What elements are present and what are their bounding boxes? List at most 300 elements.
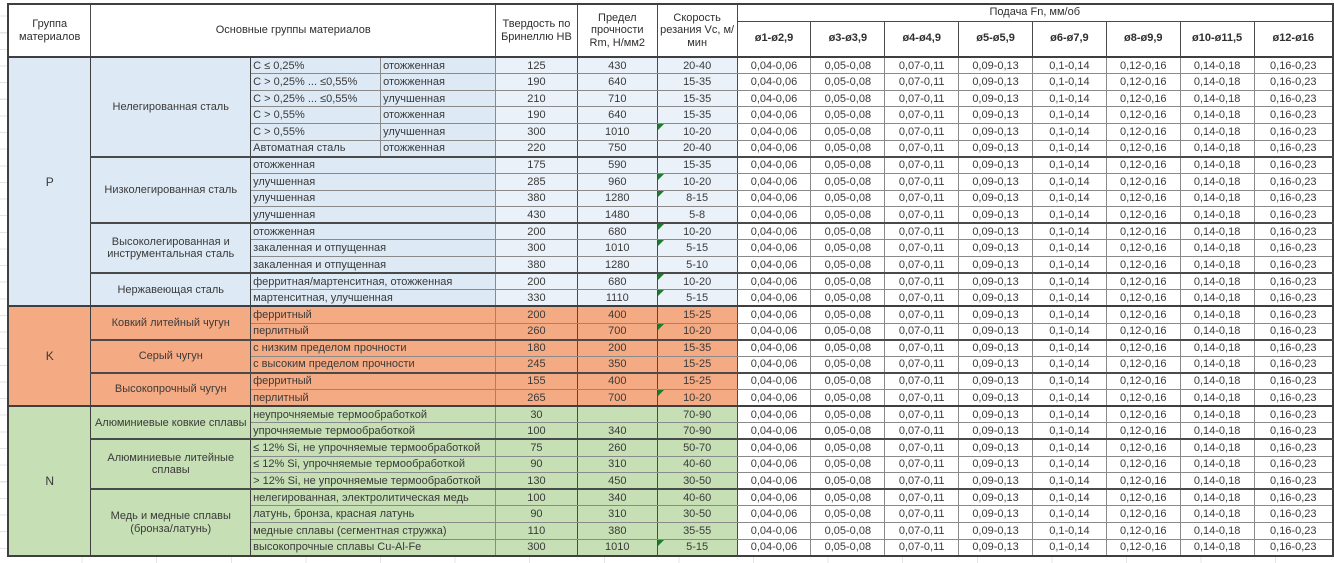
hardness-cell[interactable]: 90 xyxy=(496,456,578,473)
material-block-name-cell[interactable]: Алюминиевые литейные сплавы xyxy=(91,439,251,489)
condition-cell[interactable]: улучшенная xyxy=(251,173,496,190)
feed-cell[interactable]: 0,12-0,16 xyxy=(1106,257,1180,274)
state-cell[interactable]: отожженная xyxy=(381,140,496,157)
state-cell[interactable]: отожженная xyxy=(381,74,496,91)
feed-cell[interactable]: 0,12-0,16 xyxy=(1106,323,1180,340)
feed-cell[interactable]: 0,05-0,08 xyxy=(811,323,885,340)
feed-cell[interactable]: 0,1-0,14 xyxy=(1032,57,1106,74)
feed-cell[interactable]: 0,14-0,18 xyxy=(1180,406,1254,423)
condition-cell[interactable]: латунь, бронза, красная латунь xyxy=(251,506,496,523)
feed-cell[interactable]: 0,14-0,18 xyxy=(1180,240,1254,257)
feed-cell[interactable]: 0,09-0,13 xyxy=(959,539,1033,556)
feed-cell[interactable]: 0,05-0,08 xyxy=(811,373,885,390)
feed-cell[interactable]: 0,04-0,06 xyxy=(737,306,811,323)
feed-cell[interactable]: 0,05-0,08 xyxy=(811,190,885,207)
feed-cell[interactable]: 0,05-0,08 xyxy=(811,124,885,141)
feed-cell[interactable]: 0,1-0,14 xyxy=(1032,140,1106,157)
condition-cell[interactable]: медные сплавы (сегментная стружка) xyxy=(251,523,496,540)
strength-cell[interactable]: 380 xyxy=(577,523,657,540)
hardness-cell[interactable]: 190 xyxy=(496,107,578,124)
feed-cell[interactable]: 0,04-0,06 xyxy=(737,523,811,540)
feed-cell[interactable]: 0,1-0,14 xyxy=(1032,473,1106,490)
condition-cell[interactable]: ферритный xyxy=(251,306,496,323)
strength-cell[interactable]: 430 xyxy=(577,57,657,74)
feed-cell[interactable]: 0,14-0,18 xyxy=(1180,456,1254,473)
material-block-name-cell[interactable]: Низколегированная сталь xyxy=(91,157,251,224)
feed-cell[interactable]: 0,12-0,16 xyxy=(1106,523,1180,540)
feed-cell[interactable]: 0,14-0,18 xyxy=(1180,423,1254,440)
feed-cell[interactable]: 0,09-0,13 xyxy=(959,90,1033,107)
feed-cell[interactable]: 0,14-0,18 xyxy=(1180,223,1254,240)
speed-cell[interactable]: 15-25 xyxy=(657,306,737,323)
feed-cell[interactable]: 0,07-0,11 xyxy=(885,323,959,340)
strength-cell[interactable]: 450 xyxy=(577,473,657,490)
feed-cell[interactable]: 0,07-0,11 xyxy=(885,306,959,323)
feed-cell[interactable]: 0,16-0,23 xyxy=(1254,173,1333,190)
feed-cell[interactable]: 0,05-0,08 xyxy=(811,157,885,174)
feed-cell[interactable]: 0,1-0,14 xyxy=(1032,223,1106,240)
group-letter-cell[interactable]: P xyxy=(8,57,91,306)
feed-cell[interactable]: 0,04-0,06 xyxy=(737,124,811,141)
feed-cell[interactable]: 0,09-0,13 xyxy=(959,423,1033,440)
speed-cell[interactable]: 15-35 xyxy=(657,340,737,357)
feed-cell[interactable]: 0,07-0,11 xyxy=(885,74,959,91)
condition-cell[interactable]: нелегированная, электролитическая медь xyxy=(251,489,496,506)
feed-cell[interactable]: 0,09-0,13 xyxy=(959,124,1033,141)
feed-cell[interactable]: 0,14-0,18 xyxy=(1180,74,1254,91)
header-diameter-1[interactable]: ø1-ø2,9 xyxy=(737,21,811,57)
condition-cell[interactable]: перлитный xyxy=(251,323,496,340)
feed-cell[interactable]: 0,14-0,18 xyxy=(1180,140,1254,157)
feed-cell[interactable]: 0,09-0,13 xyxy=(959,489,1033,506)
feed-cell[interactable]: 0,16-0,23 xyxy=(1254,90,1333,107)
header-tensile-strength[interactable]: Предел прочности Rm, Н/мм2 xyxy=(577,4,657,57)
hardness-cell[interactable]: 300 xyxy=(496,539,578,556)
feed-cell[interactable]: 0,16-0,23 xyxy=(1254,406,1333,423)
feed-cell[interactable]: 0,1-0,14 xyxy=(1032,74,1106,91)
strength-cell[interactable]: 960 xyxy=(577,173,657,190)
feed-cell[interactable]: 0,04-0,06 xyxy=(737,173,811,190)
feed-cell[interactable]: 0,09-0,13 xyxy=(959,257,1033,274)
strength-cell[interactable]: 750 xyxy=(577,140,657,157)
feed-cell[interactable]: 0,09-0,13 xyxy=(959,190,1033,207)
strength-cell[interactable]: 640 xyxy=(577,107,657,124)
feed-cell[interactable]: 0,16-0,23 xyxy=(1254,240,1333,257)
speed-cell[interactable]: 10-20 xyxy=(657,173,737,190)
feed-cell[interactable]: 0,07-0,11 xyxy=(885,190,959,207)
strength-cell[interactable]: 350 xyxy=(577,356,657,373)
state-cell[interactable]: улучшенная xyxy=(381,124,496,141)
feed-cell[interactable]: 0,07-0,11 xyxy=(885,356,959,373)
feed-cell[interactable]: 0,07-0,11 xyxy=(885,124,959,141)
feed-cell[interactable]: 0,12-0,16 xyxy=(1106,489,1180,506)
feed-cell[interactable]: 0,09-0,13 xyxy=(959,240,1033,257)
hardness-cell[interactable]: 300 xyxy=(496,124,578,141)
header-feed[interactable]: Подача Fn, мм/об xyxy=(737,4,1333,21)
feed-cell[interactable]: 0,14-0,18 xyxy=(1180,257,1254,274)
condition-cell[interactable]: Автоматная сталь xyxy=(251,140,381,157)
speed-cell[interactable]: 10-20 xyxy=(657,273,737,290)
feed-cell[interactable]: 0,12-0,16 xyxy=(1106,240,1180,257)
condition-cell[interactable]: улучшенная xyxy=(251,190,496,207)
condition-cell[interactable]: мартенситная, улучшенная xyxy=(251,290,496,307)
feed-cell[interactable]: 0,09-0,13 xyxy=(959,223,1033,240)
feed-cell[interactable]: 0,05-0,08 xyxy=(811,356,885,373)
feed-cell[interactable]: 0,16-0,23 xyxy=(1254,207,1333,224)
feed-cell[interactable]: 0,04-0,06 xyxy=(737,390,811,407)
hardness-cell[interactable]: 210 xyxy=(496,90,578,107)
feed-cell[interactable]: 0,1-0,14 xyxy=(1032,523,1106,540)
feed-cell[interactable]: 0,12-0,16 xyxy=(1106,207,1180,224)
feed-cell[interactable]: 0,12-0,16 xyxy=(1106,90,1180,107)
feed-cell[interactable]: 0,12-0,16 xyxy=(1106,173,1180,190)
feed-cell[interactable]: 0,1-0,14 xyxy=(1032,423,1106,440)
speed-cell[interactable]: 10-20 xyxy=(657,223,737,240)
feed-cell[interactable]: 0,07-0,11 xyxy=(885,273,959,290)
feed-cell[interactable]: 0,1-0,14 xyxy=(1032,406,1106,423)
feed-cell[interactable]: 0,12-0,16 xyxy=(1106,273,1180,290)
feed-cell[interactable]: 0,07-0,11 xyxy=(885,340,959,357)
strength-cell[interactable]: 1010 xyxy=(577,240,657,257)
condition-cell[interactable]: с низким пределом прочности xyxy=(251,340,496,357)
feed-cell[interactable]: 0,04-0,06 xyxy=(737,90,811,107)
feed-cell[interactable]: 0,1-0,14 xyxy=(1032,173,1106,190)
feed-cell[interactable]: 0,04-0,06 xyxy=(737,323,811,340)
strength-cell[interactable]: 340 xyxy=(577,489,657,506)
feed-cell[interactable]: 0,16-0,23 xyxy=(1254,439,1333,456)
feed-cell[interactable]: 0,16-0,23 xyxy=(1254,539,1333,556)
strength-cell[interactable]: 1110 xyxy=(577,290,657,307)
speed-cell[interactable]: 10-20 xyxy=(657,124,737,141)
feed-cell[interactable]: 0,12-0,16 xyxy=(1106,74,1180,91)
feed-cell[interactable]: 0,04-0,06 xyxy=(737,257,811,274)
feed-cell[interactable]: 0,1-0,14 xyxy=(1032,157,1106,174)
hardness-cell[interactable]: 75 xyxy=(496,439,578,456)
feed-cell[interactable]: 0,12-0,16 xyxy=(1106,539,1180,556)
speed-cell[interactable]: 8-15 xyxy=(657,190,737,207)
feed-cell[interactable]: 0,05-0,08 xyxy=(811,273,885,290)
feed-cell[interactable]: 0,05-0,08 xyxy=(811,90,885,107)
feed-cell[interactable]: 0,12-0,16 xyxy=(1106,456,1180,473)
state-cell[interactable]: улучшенная xyxy=(381,90,496,107)
feed-cell[interactable]: 0,16-0,23 xyxy=(1254,373,1333,390)
strength-cell[interactable]: 1280 xyxy=(577,257,657,274)
state-cell[interactable]: отожженная xyxy=(381,57,496,74)
feed-cell[interactable]: 0,05-0,08 xyxy=(811,257,885,274)
feed-cell[interactable]: 0,05-0,08 xyxy=(811,290,885,307)
feed-cell[interactable]: 0,1-0,14 xyxy=(1032,207,1106,224)
strength-cell[interactable]: 260 xyxy=(577,439,657,456)
feed-cell[interactable]: 0,16-0,23 xyxy=(1254,489,1333,506)
feed-cell[interactable]: 0,16-0,23 xyxy=(1254,456,1333,473)
strength-cell[interactable]: 340 xyxy=(577,423,657,440)
feed-cell[interactable]: 0,12-0,16 xyxy=(1106,140,1180,157)
feed-cell[interactable]: 0,04-0,06 xyxy=(737,157,811,174)
feed-cell[interactable]: 0,16-0,23 xyxy=(1254,356,1333,373)
group-letter-cell[interactable]: N xyxy=(8,406,91,556)
hardness-cell[interactable]: 260 xyxy=(496,323,578,340)
strength-cell[interactable]: 680 xyxy=(577,273,657,290)
strength-cell[interactable]: 640 xyxy=(577,74,657,91)
feed-cell[interactable]: 0,14-0,18 xyxy=(1180,323,1254,340)
strength-cell[interactable]: 590 xyxy=(577,157,657,174)
condition-cell[interactable]: закаленная и отпущенная xyxy=(251,240,496,257)
feed-cell[interactable]: 0,07-0,11 xyxy=(885,373,959,390)
feed-cell[interactable]: 0,14-0,18 xyxy=(1180,489,1254,506)
hardness-cell[interactable]: 100 xyxy=(496,423,578,440)
feed-cell[interactable]: 0,09-0,13 xyxy=(959,290,1033,307)
feed-cell[interactable]: 0,12-0,16 xyxy=(1106,439,1180,456)
speed-cell[interactable]: 20-40 xyxy=(657,57,737,74)
feed-cell[interactable]: 0,07-0,11 xyxy=(885,473,959,490)
speed-cell[interactable]: 10-20 xyxy=(657,323,737,340)
hardness-cell[interactable]: 200 xyxy=(496,223,578,240)
feed-cell[interactable]: 0,04-0,06 xyxy=(737,107,811,124)
feed-cell[interactable]: 0,07-0,11 xyxy=(885,439,959,456)
feed-cell[interactable]: 0,14-0,18 xyxy=(1180,523,1254,540)
hardness-cell[interactable]: 285 xyxy=(496,173,578,190)
material-block-name-cell[interactable]: Нелегированная сталь xyxy=(91,57,251,157)
feed-cell[interactable]: 0,14-0,18 xyxy=(1180,124,1254,141)
feed-cell[interactable]: 0,14-0,18 xyxy=(1180,539,1254,556)
condition-cell[interactable]: ≤ 12% Si, упрочняемые термообработкой xyxy=(251,456,496,473)
feed-cell[interactable]: 0,09-0,13 xyxy=(959,523,1033,540)
feed-cell[interactable]: 0,07-0,11 xyxy=(885,390,959,407)
feed-cell[interactable]: 0,14-0,18 xyxy=(1180,57,1254,74)
feed-cell[interactable]: 0,05-0,08 xyxy=(811,57,885,74)
feed-cell[interactable]: 0,05-0,08 xyxy=(811,539,885,556)
hardness-cell[interactable]: 130 xyxy=(496,473,578,490)
feed-cell[interactable]: 0,12-0,16 xyxy=(1106,157,1180,174)
feed-cell[interactable]: 0,04-0,06 xyxy=(737,356,811,373)
feed-cell[interactable]: 0,07-0,11 xyxy=(885,90,959,107)
condition-cell[interactable]: отожженная xyxy=(251,157,496,174)
feed-cell[interactable]: 0,12-0,16 xyxy=(1106,506,1180,523)
feed-cell[interactable]: 0,14-0,18 xyxy=(1180,90,1254,107)
feed-cell[interactable]: 0,16-0,23 xyxy=(1254,74,1333,91)
feed-cell[interactable]: 0,09-0,13 xyxy=(959,306,1033,323)
speed-cell[interactable]: 15-35 xyxy=(657,90,737,107)
feed-cell[interactable]: 0,04-0,06 xyxy=(737,439,811,456)
feed-cell[interactable]: 0,1-0,14 xyxy=(1032,306,1106,323)
header-diameter-3[interactable]: ø4-ø4,9 xyxy=(885,21,959,57)
feed-cell[interactable]: 0,14-0,18 xyxy=(1180,439,1254,456)
hardness-cell[interactable]: 110 xyxy=(496,523,578,540)
hardness-cell[interactable]: 330 xyxy=(496,290,578,307)
condition-cell[interactable]: C > 0,55% xyxy=(251,107,381,124)
condition-cell[interactable]: ферритный xyxy=(251,373,496,390)
feed-cell[interactable]: 0,09-0,13 xyxy=(959,456,1033,473)
feed-cell[interactable]: 0,04-0,06 xyxy=(737,456,811,473)
feed-cell[interactable]: 0,16-0,23 xyxy=(1254,107,1333,124)
feed-cell[interactable]: 0,12-0,16 xyxy=(1106,390,1180,407)
feed-cell[interactable]: 0,14-0,18 xyxy=(1180,373,1254,390)
hardness-cell[interactable]: 300 xyxy=(496,240,578,257)
feed-cell[interactable]: 0,12-0,16 xyxy=(1106,223,1180,240)
feed-cell[interactable]: 0,07-0,11 xyxy=(885,223,959,240)
feed-cell[interactable]: 0,09-0,13 xyxy=(959,390,1033,407)
hardness-cell[interactable]: 380 xyxy=(496,190,578,207)
feed-cell[interactable]: 0,04-0,06 xyxy=(737,57,811,74)
feed-cell[interactable]: 0,07-0,11 xyxy=(885,240,959,257)
feed-cell[interactable]: 0,16-0,23 xyxy=(1254,423,1333,440)
state-cell[interactable]: отожженная xyxy=(381,107,496,124)
feed-cell[interactable]: 0,14-0,18 xyxy=(1180,190,1254,207)
header-diameter-4[interactable]: ø5-ø5,9 xyxy=(959,21,1033,57)
feed-cell[interactable]: 0,12-0,16 xyxy=(1106,190,1180,207)
strength-cell[interactable]: 710 xyxy=(577,90,657,107)
feed-cell[interactable]: 0,16-0,23 xyxy=(1254,340,1333,357)
feed-cell[interactable]: 0,07-0,11 xyxy=(885,140,959,157)
feed-cell[interactable]: 0,05-0,08 xyxy=(811,523,885,540)
speed-cell[interactable]: 5-15 xyxy=(657,539,737,556)
hardness-cell[interactable]: 200 xyxy=(496,306,578,323)
feed-cell[interactable]: 0,1-0,14 xyxy=(1032,340,1106,357)
feed-cell[interactable]: 0,09-0,13 xyxy=(959,173,1033,190)
feed-cell[interactable]: 0,12-0,16 xyxy=(1106,57,1180,74)
feed-cell[interactable]: 0,09-0,13 xyxy=(959,439,1033,456)
feed-cell[interactable]: 0,14-0,18 xyxy=(1180,207,1254,224)
header-brinell-hardness[interactable]: Твердость по Бринеллю HB xyxy=(496,4,578,57)
feed-cell[interactable]: 0,09-0,13 xyxy=(959,323,1033,340)
strength-cell[interactable]: 200 xyxy=(577,340,657,357)
feed-cell[interactable]: 0,14-0,18 xyxy=(1180,290,1254,307)
feed-cell[interactable]: 0,07-0,11 xyxy=(885,157,959,174)
feed-cell[interactable]: 0,09-0,13 xyxy=(959,74,1033,91)
feed-cell[interactable]: 0,09-0,13 xyxy=(959,406,1033,423)
feed-cell[interactable]: 0,1-0,14 xyxy=(1032,290,1106,307)
feed-cell[interactable]: 0,09-0,13 xyxy=(959,506,1033,523)
condition-cell[interactable]: с высоким пределом прочности xyxy=(251,356,496,373)
header-diameter-2[interactable]: ø3-ø3,9 xyxy=(811,21,885,57)
feed-cell[interactable]: 0,09-0,13 xyxy=(959,356,1033,373)
feed-cell[interactable]: 0,16-0,23 xyxy=(1254,190,1333,207)
speed-cell[interactable]: 5-8 xyxy=(657,207,737,224)
hardness-cell[interactable]: 180 xyxy=(496,340,578,357)
feed-cell[interactable]: 0,1-0,14 xyxy=(1032,323,1106,340)
hardness-cell[interactable]: 380 xyxy=(496,257,578,274)
feed-cell[interactable]: 0,14-0,18 xyxy=(1180,306,1254,323)
hardness-cell[interactable]: 90 xyxy=(496,506,578,523)
feed-cell[interactable]: 0,14-0,18 xyxy=(1180,273,1254,290)
speed-cell[interactable]: 10-20 xyxy=(657,390,737,407)
feed-cell[interactable]: 0,1-0,14 xyxy=(1032,356,1106,373)
feed-cell[interactable]: 0,04-0,06 xyxy=(737,406,811,423)
feed-cell[interactable]: 0,05-0,08 xyxy=(811,107,885,124)
strength-cell[interactable]: 680 xyxy=(577,223,657,240)
feed-cell[interactable]: 0,16-0,23 xyxy=(1254,257,1333,274)
feed-cell[interactable]: 0,09-0,13 xyxy=(959,340,1033,357)
feed-cell[interactable]: 0,05-0,08 xyxy=(811,423,885,440)
material-block-name-cell[interactable]: Алюминиевые ковкие сплавы xyxy=(91,406,251,439)
feed-cell[interactable]: 0,16-0,23 xyxy=(1254,390,1333,407)
feed-cell[interactable]: 0,1-0,14 xyxy=(1032,190,1106,207)
speed-cell[interactable]: 20-40 xyxy=(657,140,737,157)
feed-cell[interactable]: 0,07-0,11 xyxy=(885,257,959,274)
condition-cell[interactable]: закаленная и отпущенная xyxy=(251,257,496,274)
feed-cell[interactable]: 0,12-0,16 xyxy=(1106,406,1180,423)
feed-cell[interactable]: 0,12-0,16 xyxy=(1106,356,1180,373)
feed-cell[interactable]: 0,07-0,11 xyxy=(885,456,959,473)
feed-cell[interactable]: 0,07-0,11 xyxy=(885,539,959,556)
speed-cell[interactable]: 40-60 xyxy=(657,456,737,473)
condition-cell[interactable]: упрочняемые термообработкой xyxy=(251,423,496,440)
feed-cell[interactable]: 0,14-0,18 xyxy=(1180,340,1254,357)
feed-cell[interactable]: 0,04-0,06 xyxy=(737,489,811,506)
header-diameter-8[interactable]: ø12-ø16 xyxy=(1254,21,1333,57)
speed-cell[interactable]: 15-35 xyxy=(657,157,737,174)
feed-cell[interactable]: 0,05-0,08 xyxy=(811,390,885,407)
condition-cell[interactable]: ферритная/мартенситная, отожженная xyxy=(251,273,496,290)
feed-cell[interactable]: 0,1-0,14 xyxy=(1032,257,1106,274)
hardness-cell[interactable]: 200 xyxy=(496,273,578,290)
feed-cell[interactable]: 0,04-0,06 xyxy=(737,273,811,290)
feed-cell[interactable]: 0,05-0,08 xyxy=(811,406,885,423)
feed-cell[interactable]: 0,09-0,13 xyxy=(959,107,1033,124)
hardness-cell[interactable]: 190 xyxy=(496,74,578,91)
feed-cell[interactable]: 0,07-0,11 xyxy=(885,207,959,224)
condition-cell[interactable]: ≤ 12% Si, не упрочняемые термообработкой xyxy=(251,439,496,456)
speed-cell[interactable]: 15-25 xyxy=(657,373,737,390)
feed-cell[interactable]: 0,07-0,11 xyxy=(885,423,959,440)
header-diameter-6[interactable]: ø8-ø9,9 xyxy=(1106,21,1180,57)
hardness-cell[interactable]: 125 xyxy=(496,57,578,74)
feed-cell[interactable]: 0,16-0,23 xyxy=(1254,290,1333,307)
feed-cell[interactable]: 0,04-0,06 xyxy=(737,373,811,390)
feed-cell[interactable]: 0,07-0,11 xyxy=(885,489,959,506)
feed-cell[interactable]: 0,14-0,18 xyxy=(1180,506,1254,523)
feed-cell[interactable]: 0,14-0,18 xyxy=(1180,356,1254,373)
feed-cell[interactable]: 0,04-0,06 xyxy=(737,539,811,556)
material-block-name-cell[interactable]: Медь и медные сплавы (бронза/латунь) xyxy=(91,489,251,556)
feed-cell[interactable]: 0,05-0,08 xyxy=(811,473,885,490)
speed-cell[interactable]: 5-15 xyxy=(657,240,737,257)
material-block-name-cell[interactable]: Ковкий литейный чугун xyxy=(91,306,251,339)
hardness-cell[interactable]: 175 xyxy=(496,157,578,174)
feed-cell[interactable]: 0,16-0,23 xyxy=(1254,506,1333,523)
material-block-name-cell[interactable]: Нержавеющая сталь xyxy=(91,273,251,306)
feed-cell[interactable]: 0,05-0,08 xyxy=(811,306,885,323)
feed-cell[interactable]: 0,09-0,13 xyxy=(959,207,1033,224)
speed-cell[interactable]: 50-70 xyxy=(657,439,737,456)
feed-cell[interactable]: 0,12-0,16 xyxy=(1106,124,1180,141)
feed-cell[interactable]: 0,04-0,06 xyxy=(737,423,811,440)
feed-cell[interactable]: 0,14-0,18 xyxy=(1180,157,1254,174)
feed-cell[interactable]: 0,1-0,14 xyxy=(1032,90,1106,107)
feed-cell[interactable]: 0,1-0,14 xyxy=(1032,240,1106,257)
feed-cell[interactable]: 0,12-0,16 xyxy=(1106,306,1180,323)
feed-cell[interactable]: 0,05-0,08 xyxy=(811,506,885,523)
feed-cell[interactable]: 0,07-0,11 xyxy=(885,57,959,74)
condition-cell[interactable]: неупрочняемые термообработкой xyxy=(251,406,496,423)
feed-cell[interactable]: 0,05-0,08 xyxy=(811,439,885,456)
feed-cell[interactable]: 0,14-0,18 xyxy=(1180,173,1254,190)
speed-cell[interactable]: 5-10 xyxy=(657,257,737,274)
feed-cell[interactable]: 0,04-0,06 xyxy=(737,74,811,91)
feed-cell[interactable]: 0,05-0,08 xyxy=(811,240,885,257)
feed-cell[interactable]: 0,1-0,14 xyxy=(1032,124,1106,141)
feed-cell[interactable]: 0,16-0,23 xyxy=(1254,57,1333,74)
feed-cell[interactable]: 0,12-0,16 xyxy=(1106,290,1180,307)
strength-cell[interactable]: 1010 xyxy=(577,539,657,556)
header-cutting-speed[interactable]: Скорость резания Vc, м/мин xyxy=(657,4,737,57)
feed-cell[interactable]: 0,04-0,06 xyxy=(737,223,811,240)
header-material-group[interactable]: Группа материалов xyxy=(8,4,91,57)
speed-cell[interactable]: 5-15 xyxy=(657,290,737,307)
speed-cell[interactable]: 30-50 xyxy=(657,506,737,523)
feed-cell[interactable]: 0,09-0,13 xyxy=(959,373,1033,390)
feed-cell[interactable]: 0,09-0,13 xyxy=(959,273,1033,290)
